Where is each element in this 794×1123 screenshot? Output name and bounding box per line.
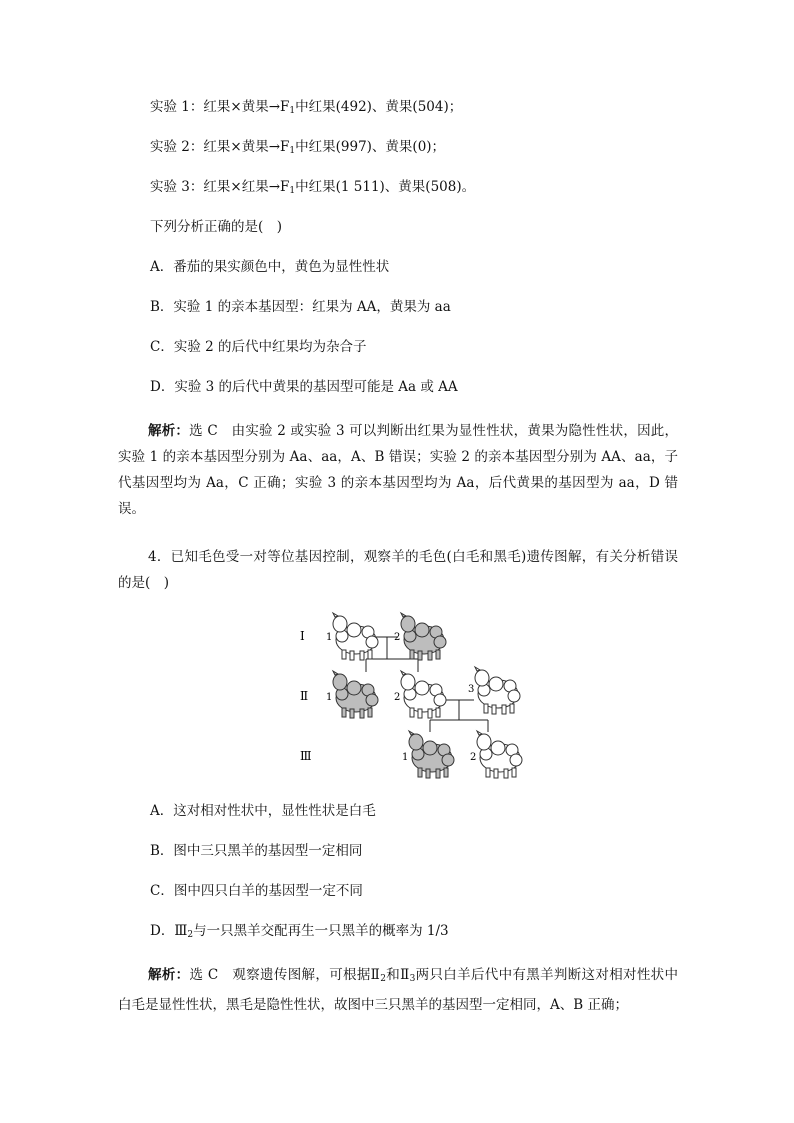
q3-option-c: C．实验 2 的后代中红果均为杂合子: [150, 339, 367, 355]
pedigree-diagram: [290, 604, 540, 788]
sheep-II3-white: [475, 667, 520, 714]
q3-option-a: A．番茄的果实颜色中，黄色为显性性状: [150, 259, 390, 275]
sheep-I1-white: [333, 613, 378, 660]
q4-analysis: 解析：选 C 观察遗传图解，可根据$Ⅱ_2$和$Ⅱ_3$两只白羊后代中有黑羊判断这对相对性状中白毛是显性性状，黑毛是隐性性状，故图中三只黑羊的基因型一定相同，A、B 正确；: [118, 967, 679, 1013]
q3-option-d: D．实验 3 的后代中黄果的基因型可能是 Aa 或 AA: [150, 379, 458, 395]
gen-label-2: Ⅱ: [300, 689, 309, 703]
q4-option-c: C．图中四只白羊的基因型一定不同: [150, 883, 363, 899]
q4-option-d: D．$Ⅲ_2$与一只黑羊交配再生一只黑羊的概率为 1/3: [150, 923, 449, 940]
label-I2: 2: [394, 632, 401, 643]
label-II1: 1: [326, 692, 333, 703]
experiment-1: 实验 1：红果×黄果$\to F_1$中红果(492)、黄果(504)；: [150, 99, 463, 116]
q3-analysis: 解析：选 C 由实验 2 或实验 3 可以判断出红果为显性性状，黄果为隐性性状，因此，实验 1 的亲本基因型分别为 Aa、aa，A、B 错误；实验 2 的亲本基因型分别为 AA、aa，子代基因型均为 Aa，C 正确；实验 3 的亲本基因型均为 Aa，后代黄果的基因型为 aa，D 错误。: [118, 423, 678, 517]
experiment-3: 实验 3：红果×红果$\to F_1$中红果(1 511)、黄果(508)。: [150, 179, 476, 196]
sheep-II1-black: [333, 671, 378, 718]
label-I1: 1: [326, 632, 333, 643]
q4-option-b: B．图中三只黑羊的基因型一定相同: [150, 843, 363, 859]
experiment-2: 实验 2：红果×黄果$\to F_1$中红果(997)、黄果(0)；: [150, 139, 446, 156]
sheep-III2-white: [477, 731, 522, 778]
label-III2: 2: [470, 752, 477, 763]
gen-label-3: Ⅲ: [300, 749, 312, 763]
q4-option-a: A．这对相对性状中，显性性状是白毛: [150, 803, 376, 819]
label-II2: 2: [394, 692, 401, 703]
sheep-I2-black: [401, 613, 446, 660]
label-III1: 1: [402, 752, 409, 763]
sheep-II2-white: [401, 671, 446, 718]
q3-option-b: B．实验 1 的亲本基因型：红果为 AA，黄果为 aa: [150, 299, 451, 315]
sheep-III1-black: [409, 731, 454, 778]
q4-stem: 4．已知毛色受一对等位基因控制，观察羊的毛色(白毛和黑毛)遗传图解，有关分析错误的是( ): [118, 549, 678, 591]
label-II3: 3: [468, 684, 475, 695]
q3-stem: 下列分析正确的是( ): [150, 219, 283, 235]
gen-label-1: Ⅰ: [300, 629, 305, 643]
